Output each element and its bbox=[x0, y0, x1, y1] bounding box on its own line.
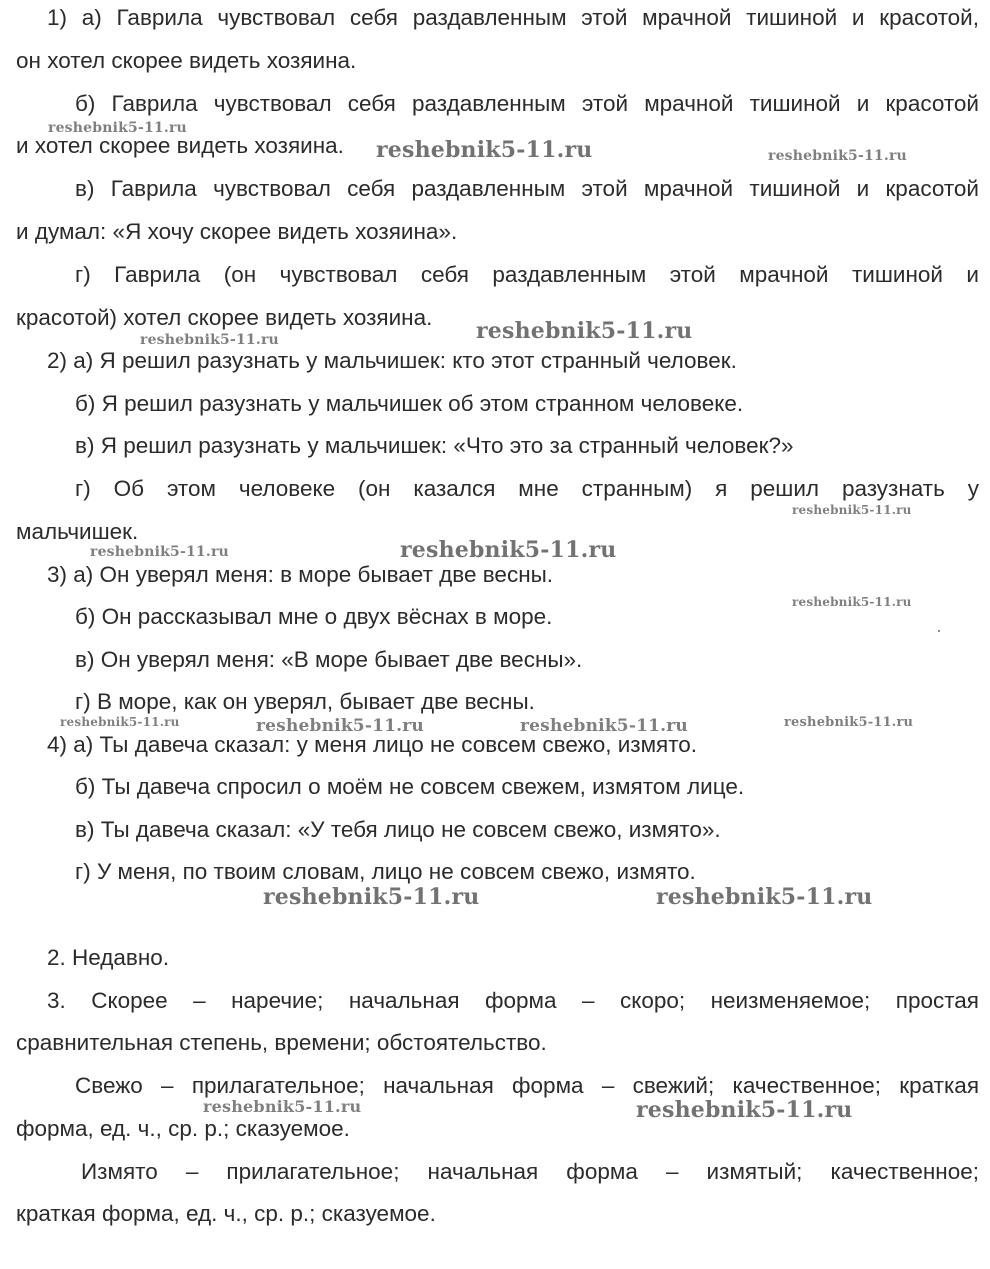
watermark: reshebnik5-11.ru bbox=[784, 715, 914, 730]
text-line: б) Он рассказывал мне о двух вёснах в море. bbox=[75, 604, 553, 629]
text-line: б) Я решил разузнать у мальчишек об этом странном человеке. bbox=[75, 391, 744, 416]
text-line: г) Об этом человеке (он казался мне странным) я решил разузнать у bbox=[75, 476, 979, 501]
text-line: краткая форма, ед. ч., ср. р.; сказуемое. bbox=[16, 1201, 436, 1226]
watermark: reshebnik5-11.ru bbox=[768, 148, 907, 164]
watermark: reshebnik5-11.ru bbox=[90, 544, 229, 560]
watermark: reshebnik5-11.ru bbox=[256, 716, 424, 736]
watermark: reshebnik5-11.ru bbox=[476, 318, 693, 344]
text-line: и хотел скорее видеть хозяина. bbox=[16, 133, 344, 158]
watermark: reshebnik5-11.ru bbox=[48, 120, 187, 136]
text-line: мальчишек. bbox=[16, 519, 139, 544]
text-line: он хотел скорее видеть хозяина. bbox=[16, 48, 357, 73]
watermark: reshebnik5-11.ru bbox=[792, 595, 912, 609]
watermark: reshebnik5-11.ru bbox=[203, 1097, 362, 1116]
text-line: красотой) хотел скорее видеть хозяина. bbox=[16, 305, 433, 330]
text-line: Свежо – прилагательное; начальная форма – свежий; качественное; краткая bbox=[75, 1073, 979, 1098]
text-line: Измято – прилагательное; начальная форма – измятый; качественное; bbox=[81, 1159, 979, 1184]
text-line: в) Он уверял меня: «В море бывает две весны». bbox=[75, 647, 583, 672]
watermark: reshebnik5-11.ru bbox=[60, 715, 180, 729]
watermark: reshebnik5-11.ru bbox=[656, 884, 873, 910]
watermark: reshebnik5-11.ru bbox=[520, 716, 688, 736]
text-line: и думал: «Я хочу скорее видеть хозяина». bbox=[16, 219, 458, 244]
watermark: reshebnik5-11.ru bbox=[263, 884, 480, 910]
text-line: 3) а) Он уверял меня: в море бывает две весны. bbox=[47, 562, 554, 587]
text-line: б) Гаврила чувствовал себя раздавленным этой мрачной тишиной и красотой bbox=[75, 91, 979, 116]
text-line: 2. Недавно. bbox=[47, 945, 170, 970]
text-line: 2) а) Я решил разузнать у мальчишек: кто этот странный человек. bbox=[47, 348, 737, 373]
text-line: в) Гаврила чувствовал себя раздавленным этой мрачной тишиной и красотой bbox=[75, 176, 979, 201]
text-line: г) У меня, по твоим словам, лицо не совсем свежо, измято. bbox=[75, 859, 696, 884]
text-line: г) Гаврила (он чувствовал себя раздавленным этой мрачной тишиной и bbox=[75, 262, 979, 287]
text-line: 4) а) Ты давеча сказал: у меня лицо не совсем свежо, измято. bbox=[47, 732, 698, 757]
text-line: 3. Скорее – наречие; начальная форма – скоро; неизменяемое; простая bbox=[47, 988, 979, 1013]
text-line: в) Ты давеча сказал: «У тебя лицо не совсем свежо, измято». bbox=[75, 817, 721, 842]
watermark: reshebnik5-11.ru bbox=[636, 1097, 853, 1123]
watermark: reshebnik5-11.ru bbox=[792, 503, 912, 517]
text-line: г) В море, как он уверял, бывает две весны. bbox=[75, 689, 535, 714]
watermark: reshebnik5-11.ru bbox=[140, 332, 279, 348]
stray-dot bbox=[938, 630, 940, 632]
watermark: reshebnik5-11.ru bbox=[400, 537, 617, 563]
text-line: сравнительная степень, времени; обстоятельство. bbox=[16, 1030, 547, 1055]
text-line: б) Ты давеча спросил о моём не совсем свежем, измятом лице. bbox=[75, 774, 745, 799]
text-line: 1) а) Гаврила чувствовал себя раздавленным этой мрачной тишиной и красотой, bbox=[47, 5, 979, 30]
text-line: в) Я решил разузнать у мальчишек: «Что это за странный человек?» bbox=[75, 433, 794, 458]
watermark: reshebnik5-11.ru bbox=[376, 137, 593, 163]
text-line: форма, ед. ч., ср. р.; сказуемое. bbox=[16, 1116, 350, 1141]
